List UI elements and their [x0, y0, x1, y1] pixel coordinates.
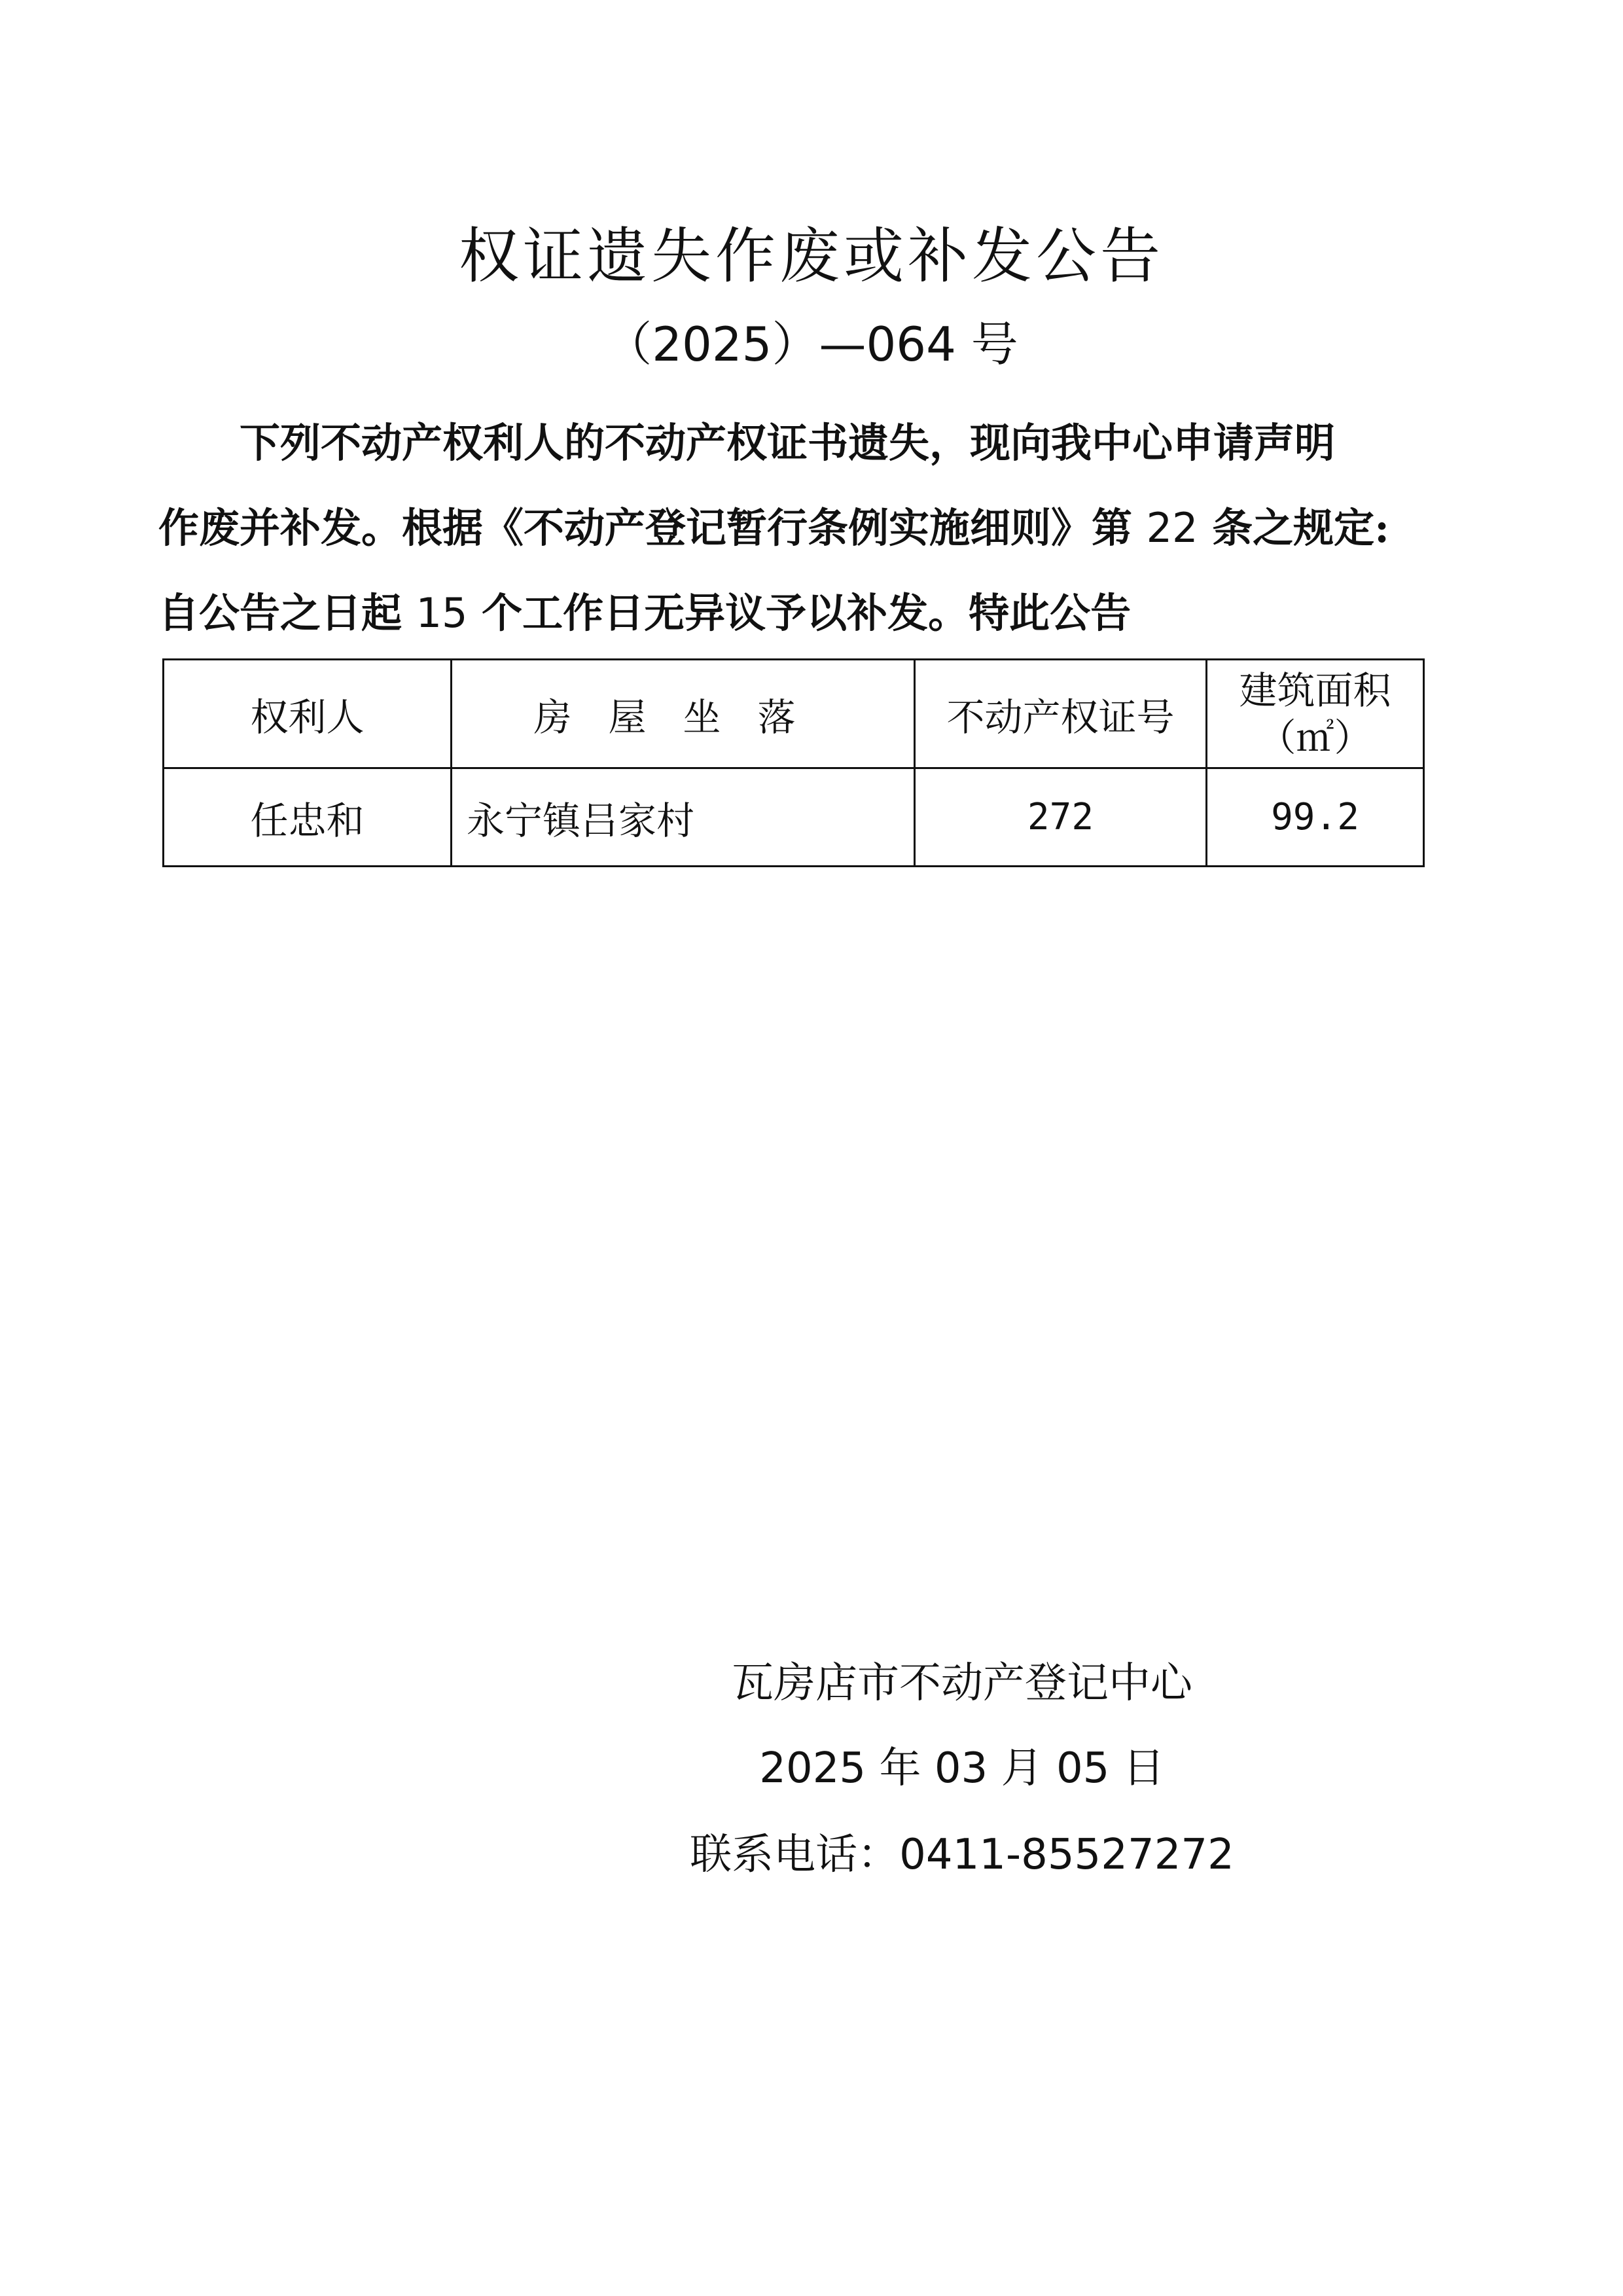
- notice-title: 权证遗失作废或补发公告: [458, 221, 1164, 291]
- cell-holder: 任忠和: [164, 768, 452, 867]
- notice-body: [158, 401, 1474, 656]
- header-cert-no: 不动产权证号: [915, 660, 1207, 768]
- footer-date: 2025 年 03 月 05 日: [759, 1744, 1165, 1793]
- property-table: [162, 658, 1425, 867]
- footer-phone: 联系电话：0411-85527272: [690, 1831, 1234, 1879]
- header-area: 建筑面积 （㎡）: [1207, 660, 1424, 768]
- header-location: 房屋坐落: [452, 660, 915, 768]
- body-line-2: 作废并补发。根据《不动产登记暂行条例实施细则》第 22 条之规定:: [158, 504, 1389, 552]
- table-row: [164, 768, 1424, 867]
- cell-cert-no: 272: [915, 768, 1207, 867]
- header-holder: 权利人: [164, 660, 452, 768]
- footer-organization: 瓦房店市不动产登记中心: [732, 1659, 1192, 1708]
- cell-area: 99.2: [1207, 768, 1424, 867]
- cell-location: 永宁镇吕家村: [452, 768, 915, 867]
- body-line-3: 自公告之日起 15 个工作日无异议予以补发。特此公告: [158, 589, 1132, 637]
- table-header-row: [164, 660, 1424, 768]
- body-line-1: 下列不动产权利人的不动产权证书遗失，现向我中心申请声明: [240, 419, 1336, 467]
- notice-number: （2025）—064 号: [605, 317, 1018, 372]
